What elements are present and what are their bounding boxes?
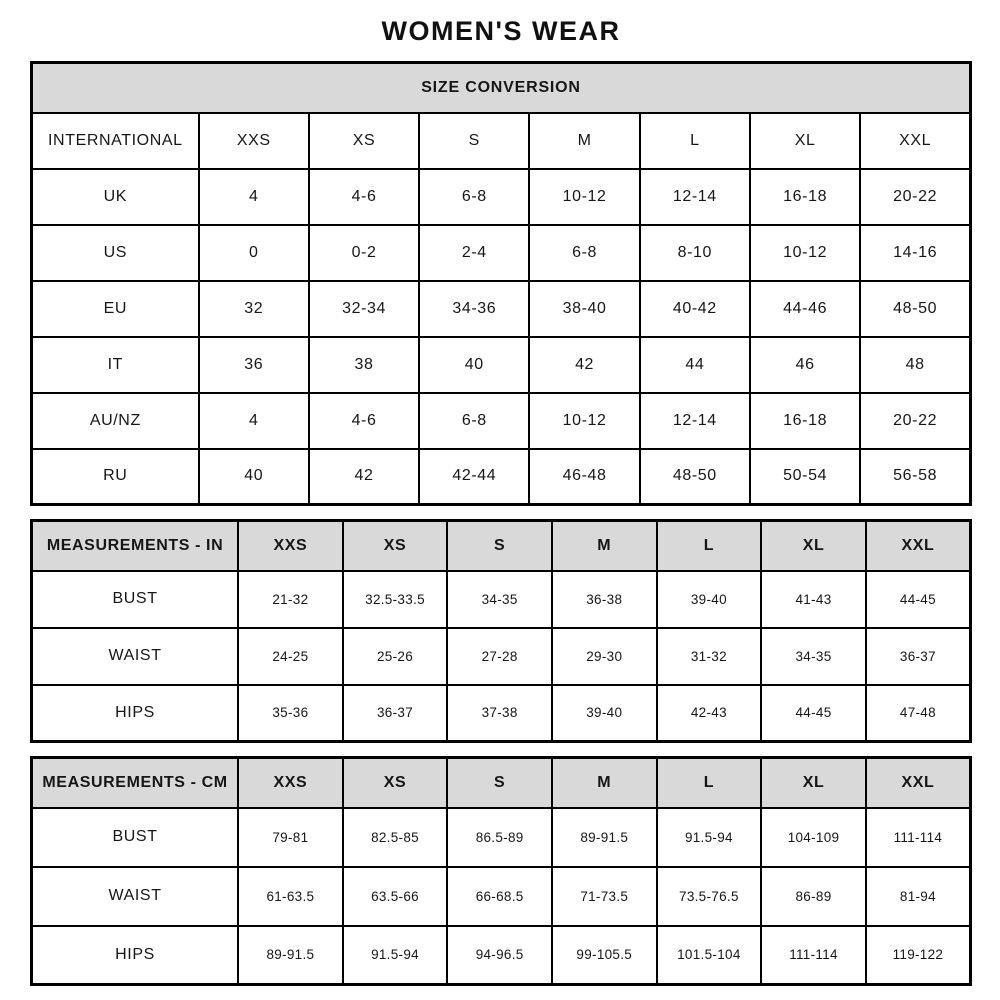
size-value-cell: 10-12 <box>529 169 639 225</box>
measurement-value-cell: 27-28 <box>447 628 552 685</box>
measurement-row <box>32 685 971 742</box>
region-label: AU/NZ <box>32 393 199 449</box>
measurement-value-cell: 21-32 <box>238 571 343 628</box>
measurement-value-cell: 44-45 <box>761 685 866 742</box>
size-value-cell: 4-6 <box>309 393 419 449</box>
size-column-header: XXS <box>238 758 343 808</box>
measurement-value-cell: 34-35 <box>761 628 866 685</box>
size-value-cell: 50-54 <box>750 449 860 505</box>
measurement-label: WAIST <box>32 628 239 685</box>
measurement-label: WAIST <box>32 867 239 926</box>
measurement-value-cell: 66-68.5 <box>447 867 552 926</box>
measurement-value-cell: 63.5-66 <box>343 867 448 926</box>
size-value-cell: 6-8 <box>529 225 639 281</box>
measurement-row <box>32 867 971 926</box>
measurement-label: BUST <box>32 808 239 867</box>
size-conversion-row <box>32 393 971 449</box>
size-column-header: L <box>640 113 750 169</box>
size-value-cell: 34-36 <box>419 281 529 337</box>
size-conversion-row <box>32 169 971 225</box>
measurement-value-cell: 101.5-104 <box>657 926 762 985</box>
measurement-value-cell: 39-40 <box>657 571 762 628</box>
measurement-value-cell: 89-91.5 <box>552 808 657 867</box>
measurements-in-header-row <box>32 521 971 571</box>
size-value-cell: 40-42 <box>640 281 750 337</box>
size-value-cell: 46-48 <box>529 449 639 505</box>
size-column-header: L <box>657 758 762 808</box>
size-value-cell: 4 <box>199 393 309 449</box>
measurement-label: HIPS <box>32 926 239 985</box>
measurement-value-cell: 91.5-94 <box>657 808 762 867</box>
size-column-header: XXS <box>238 521 343 571</box>
measurement-value-cell: 36-37 <box>343 685 448 742</box>
measurements-cm-table <box>30 756 972 986</box>
size-value-cell: 42-44 <box>419 449 529 505</box>
size-conversion-header-row <box>32 113 971 169</box>
size-column-header: XXL <box>860 113 970 169</box>
size-column-header: INTERNATIONAL <box>32 113 199 169</box>
size-value-cell: 6-8 <box>419 169 529 225</box>
page-title: WOMEN'S WEAR <box>381 16 621 46</box>
size-value-cell: 56-58 <box>860 449 970 505</box>
measurement-label: BUST <box>32 571 239 628</box>
size-value-cell: 48-50 <box>640 449 750 505</box>
size-value-cell: 4-6 <box>309 169 419 225</box>
measurement-value-cell: 35-36 <box>238 685 343 742</box>
measurement-value-cell: 34-35 <box>447 571 552 628</box>
measurements-in-table <box>30 519 972 743</box>
size-column-header: XXL <box>866 521 971 571</box>
size-conversion-row <box>32 449 971 505</box>
region-label: UK <box>32 169 199 225</box>
size-column-header: XXL <box>866 758 971 808</box>
measurement-row <box>32 808 971 867</box>
measurement-value-cell: 37-38 <box>447 685 552 742</box>
size-value-cell: 20-22 <box>860 393 970 449</box>
size-conversion-title-row <box>32 63 971 113</box>
size-column-header: L <box>657 521 762 571</box>
size-value-cell: 0 <box>199 225 309 281</box>
size-value-cell: 10-12 <box>529 393 639 449</box>
size-value-cell: 32-34 <box>309 281 419 337</box>
measurement-value-cell: 82.5-85 <box>343 808 448 867</box>
measurement-value-cell: 42-43 <box>657 685 762 742</box>
region-label: RU <box>32 449 199 505</box>
measurement-value-cell: 79-81 <box>238 808 343 867</box>
measurement-value-cell: 86-89 <box>761 867 866 926</box>
size-conversion-row <box>32 281 971 337</box>
size-value-cell: 42 <box>309 449 419 505</box>
size-value-cell: 48 <box>860 337 970 393</box>
size-value-cell: 14-16 <box>860 225 970 281</box>
size-value-cell: 16-18 <box>750 393 860 449</box>
measurement-value-cell: 32.5-33.5 <box>343 571 448 628</box>
size-column-header: XL <box>761 758 866 808</box>
size-column-header: M <box>529 113 639 169</box>
size-conversion-table <box>30 61 972 506</box>
measurement-value-cell: 61-63.5 <box>238 867 343 926</box>
measurement-value-cell: 111-114 <box>866 808 971 867</box>
measurement-value-cell: 25-26 <box>343 628 448 685</box>
size-conversion-row <box>32 225 971 281</box>
size-column-header: S <box>447 758 552 808</box>
measurement-value-cell: 81-94 <box>866 867 971 926</box>
size-value-cell: 20-22 <box>860 169 970 225</box>
size-column-header: XL <box>761 521 866 571</box>
measurement-value-cell: 73.5-76.5 <box>657 867 762 926</box>
measurement-row <box>32 926 971 985</box>
size-value-cell: 44-46 <box>750 281 860 337</box>
size-column-header: XS <box>343 521 448 571</box>
size-column-header: M <box>552 521 657 571</box>
size-conversion-title: SIZE CONVERSION <box>32 63 971 113</box>
size-column-header: XXS <box>199 113 309 169</box>
size-column-header: XS <box>309 113 419 169</box>
region-label: EU <box>32 281 199 337</box>
size-value-cell: 12-14 <box>640 393 750 449</box>
measurement-value-cell: 31-32 <box>657 628 762 685</box>
size-value-cell: 6-8 <box>419 393 529 449</box>
size-column-header: M <box>552 758 657 808</box>
measurement-value-cell: 36-38 <box>552 571 657 628</box>
measurement-value-cell: 36-37 <box>866 628 971 685</box>
measurement-value-cell: 99-105.5 <box>552 926 657 985</box>
measurement-row <box>32 628 971 685</box>
measurement-value-cell: 86.5-89 <box>447 808 552 867</box>
size-column-header: XL <box>750 113 860 169</box>
size-column-header: XS <box>343 758 448 808</box>
size-value-cell: 48-50 <box>860 281 970 337</box>
size-column-header: S <box>419 113 529 169</box>
size-value-cell: 2-4 <box>419 225 529 281</box>
measurement-value-cell: 111-114 <box>761 926 866 985</box>
measurement-value-cell: 24-25 <box>238 628 343 685</box>
size-value-cell: 32 <box>199 281 309 337</box>
measurement-value-cell: 104-109 <box>761 808 866 867</box>
size-value-cell: 46 <box>750 337 860 393</box>
size-value-cell: 12-14 <box>640 169 750 225</box>
measurement-row <box>32 571 971 628</box>
measurement-value-cell: 94-96.5 <box>447 926 552 985</box>
measurement-value-cell: 47-48 <box>866 685 971 742</box>
size-value-cell: 8-10 <box>640 225 750 281</box>
size-value-cell: 40 <box>199 449 309 505</box>
measurements-cm-header-row <box>32 758 971 808</box>
measurement-label: HIPS <box>32 685 239 742</box>
size-value-cell: 38 <box>309 337 419 393</box>
size-value-cell: 10-12 <box>750 225 860 281</box>
size-value-cell: 40 <box>419 337 529 393</box>
region-label: US <box>32 225 199 281</box>
measurement-value-cell: 29-30 <box>552 628 657 685</box>
size-value-cell: 42 <box>529 337 639 393</box>
size-conversion-row <box>32 337 971 393</box>
measurement-value-cell: 39-40 <box>552 685 657 742</box>
measurement-value-cell: 41-43 <box>761 571 866 628</box>
measurement-value-cell: 44-45 <box>866 571 971 628</box>
measurement-value-cell: 71-73.5 <box>552 867 657 926</box>
size-value-cell: 38-40 <box>529 281 639 337</box>
measurements-in-title: MEASUREMENTS - IN <box>32 521 239 571</box>
measurement-value-cell: 119-122 <box>866 926 971 985</box>
measurement-value-cell: 89-91.5 <box>238 926 343 985</box>
measurements-cm-title: MEASUREMENTS - CM <box>32 758 239 808</box>
measurement-value-cell: 91.5-94 <box>343 926 448 985</box>
size-column-header: S <box>447 521 552 571</box>
size-value-cell: 16-18 <box>750 169 860 225</box>
size-value-cell: 0-2 <box>309 225 419 281</box>
size-value-cell: 4 <box>199 169 309 225</box>
size-value-cell: 36 <box>199 337 309 393</box>
size-value-cell: 44 <box>640 337 750 393</box>
region-label: IT <box>32 337 199 393</box>
